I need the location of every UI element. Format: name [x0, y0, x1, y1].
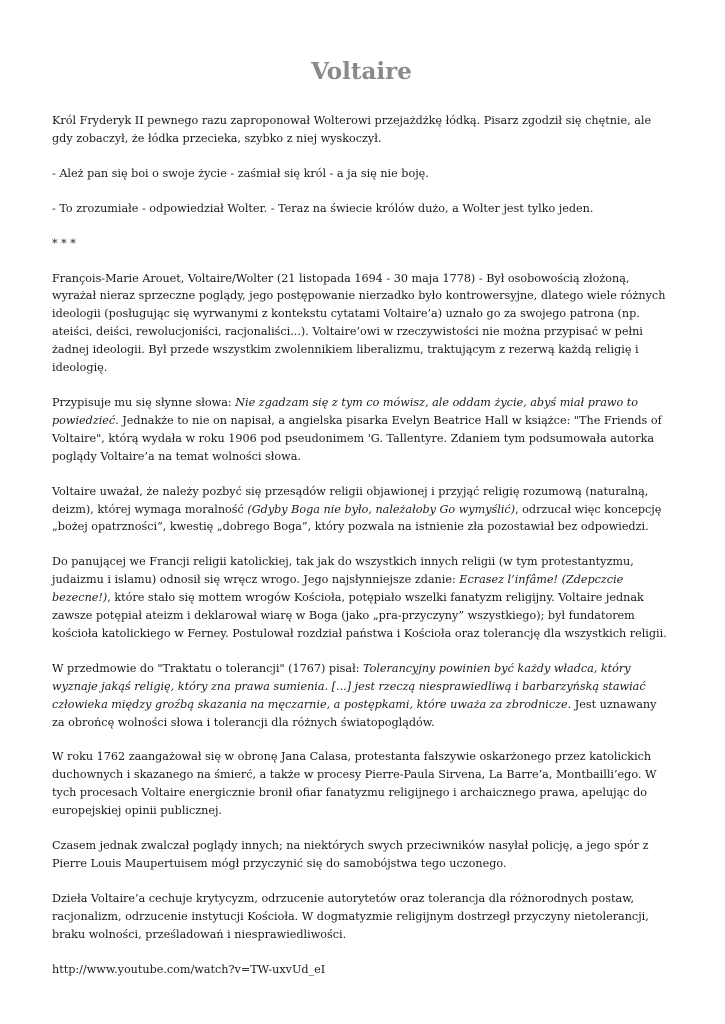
- bio-paragraph-8: Dzieła Voltaire’a cechuje krytycyzm, odrzucenie autorytetów oraz tolerancja dla różnorodnych postaw, racjonalizm, odrzucenie instytucji Kościoła. W dogmatyzmie religijnym dostrzegł przyczyny nietolerancji, braku wolności, prześladowań i niesprawiedliwości.: [52, 891, 649, 941]
- anecdote-paragraph-1: Król Fryderyk II pewnego razu zaproponował Wolterowi przejażdżkę łódką. Pisarz zgodził się chętnie, ale gdy zobaczył, że łódka przecieka, szybko z niej wyskoczył.: [52, 114, 652, 145]
- bio-p3-quote: (Gdyby Boga nie było, należałoby Go wymyślić): [247, 502, 516, 516]
- bio-paragraph-6: W roku 1762 zaangażował się w obronę Jana Calasa, protestanta fałszywie oskarżonego przez katolickich duchownych i skazanego na śmierć, a także w procesy Pierre-Paula Sirvena, La Barre’a, Montbailli’ego. W tych procesach Voltaire energicznie bronił ofiar fanatyzmu religijnego i archaicznego prawa, apelując do europejskiej opinii publicznej.: [52, 750, 657, 818]
- bio-p5-text: W przedmowie do "Traktatu o tolerancji" (1767) pisał:: [52, 661, 364, 675]
- youtube-link: http://www.youtube.com/watch?v=TW-uxvUd_eI: [52, 962, 326, 976]
- bio-p4-text: Do panującej we Francji religii katolickiej, tak jak do wszystkich innych religii (w tym protestantyzmu, judaizmu i islamu) odnosił się wręcz wrogo. Jego najsłynniejsze zdanie:: [52, 555, 634, 587]
- bio-p2-text-end: . Jednakże to nie on napisał, a angielska pisarka Evelyn Beatrice Hall w książce: "The Friends of Voltaire", którą wydała w roku 1906 pod pseudonimem 'G. Tallentyre. Zdaniem tym podsumowała autorka poglądy Voltaire’a na temat wolności słowa.: [52, 413, 662, 463]
- anecdote-paragraph-3: - To zrozumiałe - odpowiedział Wolter. - Teraz na świecie królów dużo, a Wolter jest tylko jeden.: [52, 201, 594, 215]
- bio-p2-text: Przypisuje mu się słynne słowa:: [52, 395, 236, 409]
- bio-p5-quote: Tolerancyjny powinien być każdy władca, który wyznaje jakąś religię, który zna prawa sumienia. [...] jest rzeczą niesprawiedliwą i barbarzyńską stawiać człowieka między groźbą skazania na męczarnie, a postępkami, które uważa za zbrodnicze: [52, 661, 646, 711]
- bio-p3-text: Voltaire uważał, że należy pozbyć się przesądów religii objawionej i przyjąć religię rozumową (naturalną, deizm), której wymaga moralność: [52, 484, 649, 516]
- bio-paragraph-1: François-Marie Arouet, Voltaire/Wolter (21 listopada 1694 - 30 maja 1778) - Był osobowością złożoną, wyrażał nieraz sprzeczne poglądy, jego postępowanie nierzadko było kontrowersyjne, dlatego wiele różnych ideologii (posługując się wyrwanymi z kontekstu cytatami Voltaire’a) uznało go za swojego patrona (np. ateiści, deiści, rewolucjoniści, racjonaliści...). Voltaire’owi w rzeczywistości nie można przypisać w pełni żadnej ideologii. Był przede wszystkim zwolennikiem liberalizmu, traktującym z rezerwą każdą religię i ideologię.: [52, 271, 666, 375]
- bio-p2-quote: Nie zgadzam się z tym co mówisz, ale oddam życie, abyś miał prawo to powiedzieć: [52, 395, 639, 427]
- bio-paragraph-5: [52, 660, 671, 732]
- section-separator: * * *: [52, 236, 76, 250]
- page-title: Voltaire: [311, 58, 412, 85]
- anecdote-paragraph-2: - Ależ pan się boi o swoje życie - zaśmiał się król - a ja się nie boję.: [52, 166, 429, 180]
- bio-paragraph-7: Czasem jednak zwalczał poglądy innych; na niektórych swych przeciwników nasyłał policję, a jego spór z Pierre Louis Maupertuisem mógł przyczynić się do samobójstwa tego uczonego.: [52, 839, 649, 870]
- bio-p4-text-end: , które stało się mottem wrogów Kościoła, potępiało wszelki fanatyzm religijny. Voltaire jednak zawsze potępiał ateizm i deklarował wiarę w Boga (jako „pra-przyczyny” wszystkiego); był fundatorem kościoła katolickiego w Ferney. Postulował rozdział państwa i Kościoła oraz tolerancję dla wszystkich religii.: [52, 591, 667, 640]
- bio-paragraph-3: [52, 483, 671, 537]
- bio-paragraph-2: [52, 394, 671, 466]
- bio-p3-text-end: , odrzucał więc koncepcję „bożej opatrzności”, kwestię „dobrego Boga”, który pozwala na istnienie zła pozostawiał bez odpowiedzi.: [52, 502, 662, 534]
- bio-p4-quote: Ecrasez l’infâme! (Zdepczcie bezecne!): [52, 573, 624, 605]
- bio-paragraph-4: [52, 553, 671, 643]
- bio-p5-text-end: . Jest uznawany za obrońcę wolności słowa i tolerancji dla różnych światopoglądów.: [52, 697, 657, 729]
